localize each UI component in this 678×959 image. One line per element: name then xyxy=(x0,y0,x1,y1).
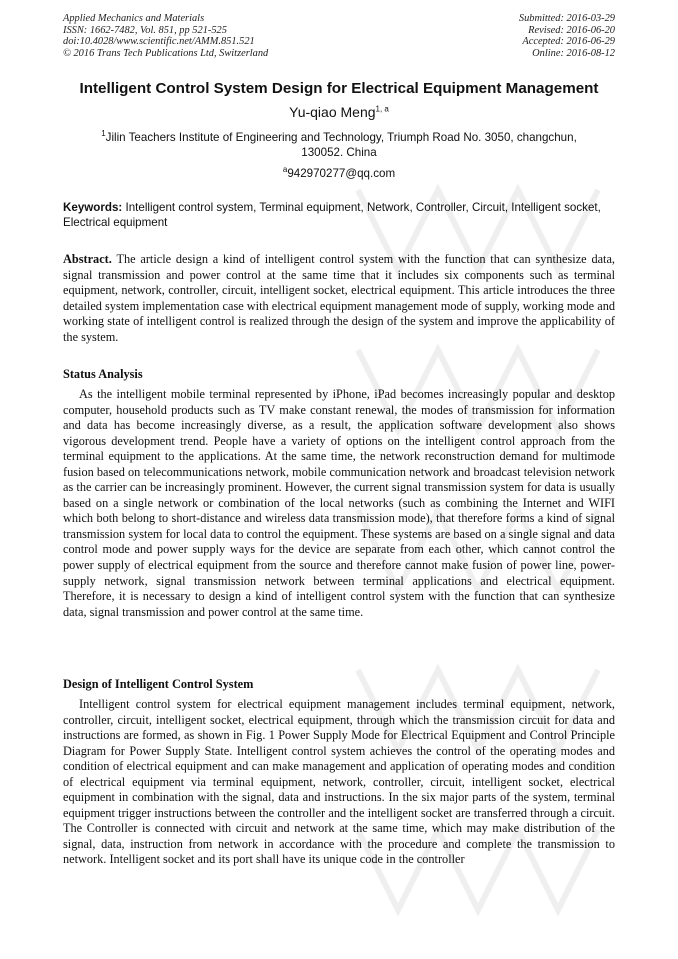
submitted-date: Submitted: 2016-03-29 xyxy=(518,13,615,24)
doi-line: doi:10.4028/www.scientific.net/AMM.851.521 xyxy=(63,36,255,48)
section-paragraph-status: As the intelligent mobile terminal represented by iPhone, iPad becomes increasingly popular and desktop computer, household products such as TV make constant renewal, the modes of transmission for information and data has become increasingly diverse, as a result, the application software development also shows vigorous development trend. People have a variety of options on the intelligent control approach from the terminal equipment to the applications. At the same time, the network reconstruction demand for multimode fusion based on telecommunications network, mobile communication network and broadcast television network as the carrier can be increasingly prominent. However, the current signal transmission system for data is usually based on a single network or combination of the local networks (such as combining the Internet and WIFI which both belong to short-distance and wireless data transmission mode), that therefore forms a kind of signal transmission system for local data to control the equipment. These systems are based on a single signal and data control mode and power supply ways for the device are separate from each other, which cannot control the power supply of electrical equipment from the source and therefore cannot make fusion of power line, power-supply network, signal transmission network between terminal applications and electrical equipment. Therefore, it is necessary to design a kind of intelligent control system with the function that can synthesize data, signal transmission and power control at the same time. xyxy=(63,387,615,619)
author-superscript: 1, a xyxy=(375,104,389,114)
journal-info xyxy=(63,13,268,59)
affiliation-superscript: 1 xyxy=(101,129,106,139)
section-heading-design: Design of Intelligent Control System xyxy=(63,677,254,691)
abstract xyxy=(63,252,615,345)
author-line xyxy=(0,104,678,120)
issn-line: ISSN: 1662-7482, Vol. 851, pp 521-525 xyxy=(63,24,227,36)
keywords-text: Intelligent control system, Terminal equipment, Network, Controller, Circuit, Intelligent socket, Electrical equipment xyxy=(63,201,601,229)
submission-dates xyxy=(519,13,615,59)
keywords-label: Keywords: xyxy=(63,201,123,214)
email-superscript: a xyxy=(282,165,288,175)
abstract-text: The article design a kind of intelligent control system with the function that can synthesize data, signal transmission and power control at the same time that it includes six components such as terminal equipment, network, controller, circuit, intelligent socket, electrical equipment. This article introduces the three detailed system implementation case with electrical equipment management mode of supply, working mode and working state of intelligent control is realized through the design of the system and improve the applicability of the system. xyxy=(63,252,615,344)
abstract-label: Abstract. xyxy=(63,252,112,266)
copyright-line: © 2016 Trans Tech Publications Ltd, Switzerland xyxy=(63,47,269,59)
section-heading-status: Status Analysis xyxy=(63,367,143,381)
affiliation xyxy=(80,131,598,160)
author-email xyxy=(0,167,678,180)
keywords xyxy=(63,201,615,230)
section-paragraph-design: Intelligent control system for electrical equipment management includes terminal equipment, network, controller, circuit, intelligent socket, electrical equipment, through which the transmission circuit for data and instructions are formed, as shown in Fig. 1 Power Supply Mode for Electrical Equipment and Control Principle Diagram for Power Supply State. Intelligent control system achieves the control of the operating modes and condition of electrical equipment and can make management and application of operating modes and condition of electrical equipment via terminal equipment, network, controller, circuit, intelligent socket, electrical equipment in combination with the signal, data and instructions. In the six major parts of the system, terminal equipment trigger instructions between the controller and the intelligent socket are transferred through a circuit. The Controller is connected with circuit and network at the same time, which may make distribution of the signal, data, instruction from network in accordance with the procedure and complete the transmission to network. Intelligent socket and its port shall have its unique code in the controller xyxy=(63,697,615,867)
revised-date: Revised: 2016-06-20 xyxy=(528,24,615,36)
paper-title: Intelligent Control System Design for Electrical Equipment Management xyxy=(79,80,599,97)
author-name: Yu-qiao Meng xyxy=(289,104,376,120)
email-text[interactable]: 942970277@qq.com xyxy=(287,167,396,180)
online-date: Online: 2016-08-12 xyxy=(532,47,615,59)
affiliation-text: Jilin Teachers Institute of Engineering and Technology, Triumph Road No. 3050, changchun, 130052. China xyxy=(105,131,577,159)
accepted-date: Accepted: 2016-06-29 xyxy=(522,36,615,48)
journal-name: Applied Mechanics and Materials xyxy=(63,13,205,24)
